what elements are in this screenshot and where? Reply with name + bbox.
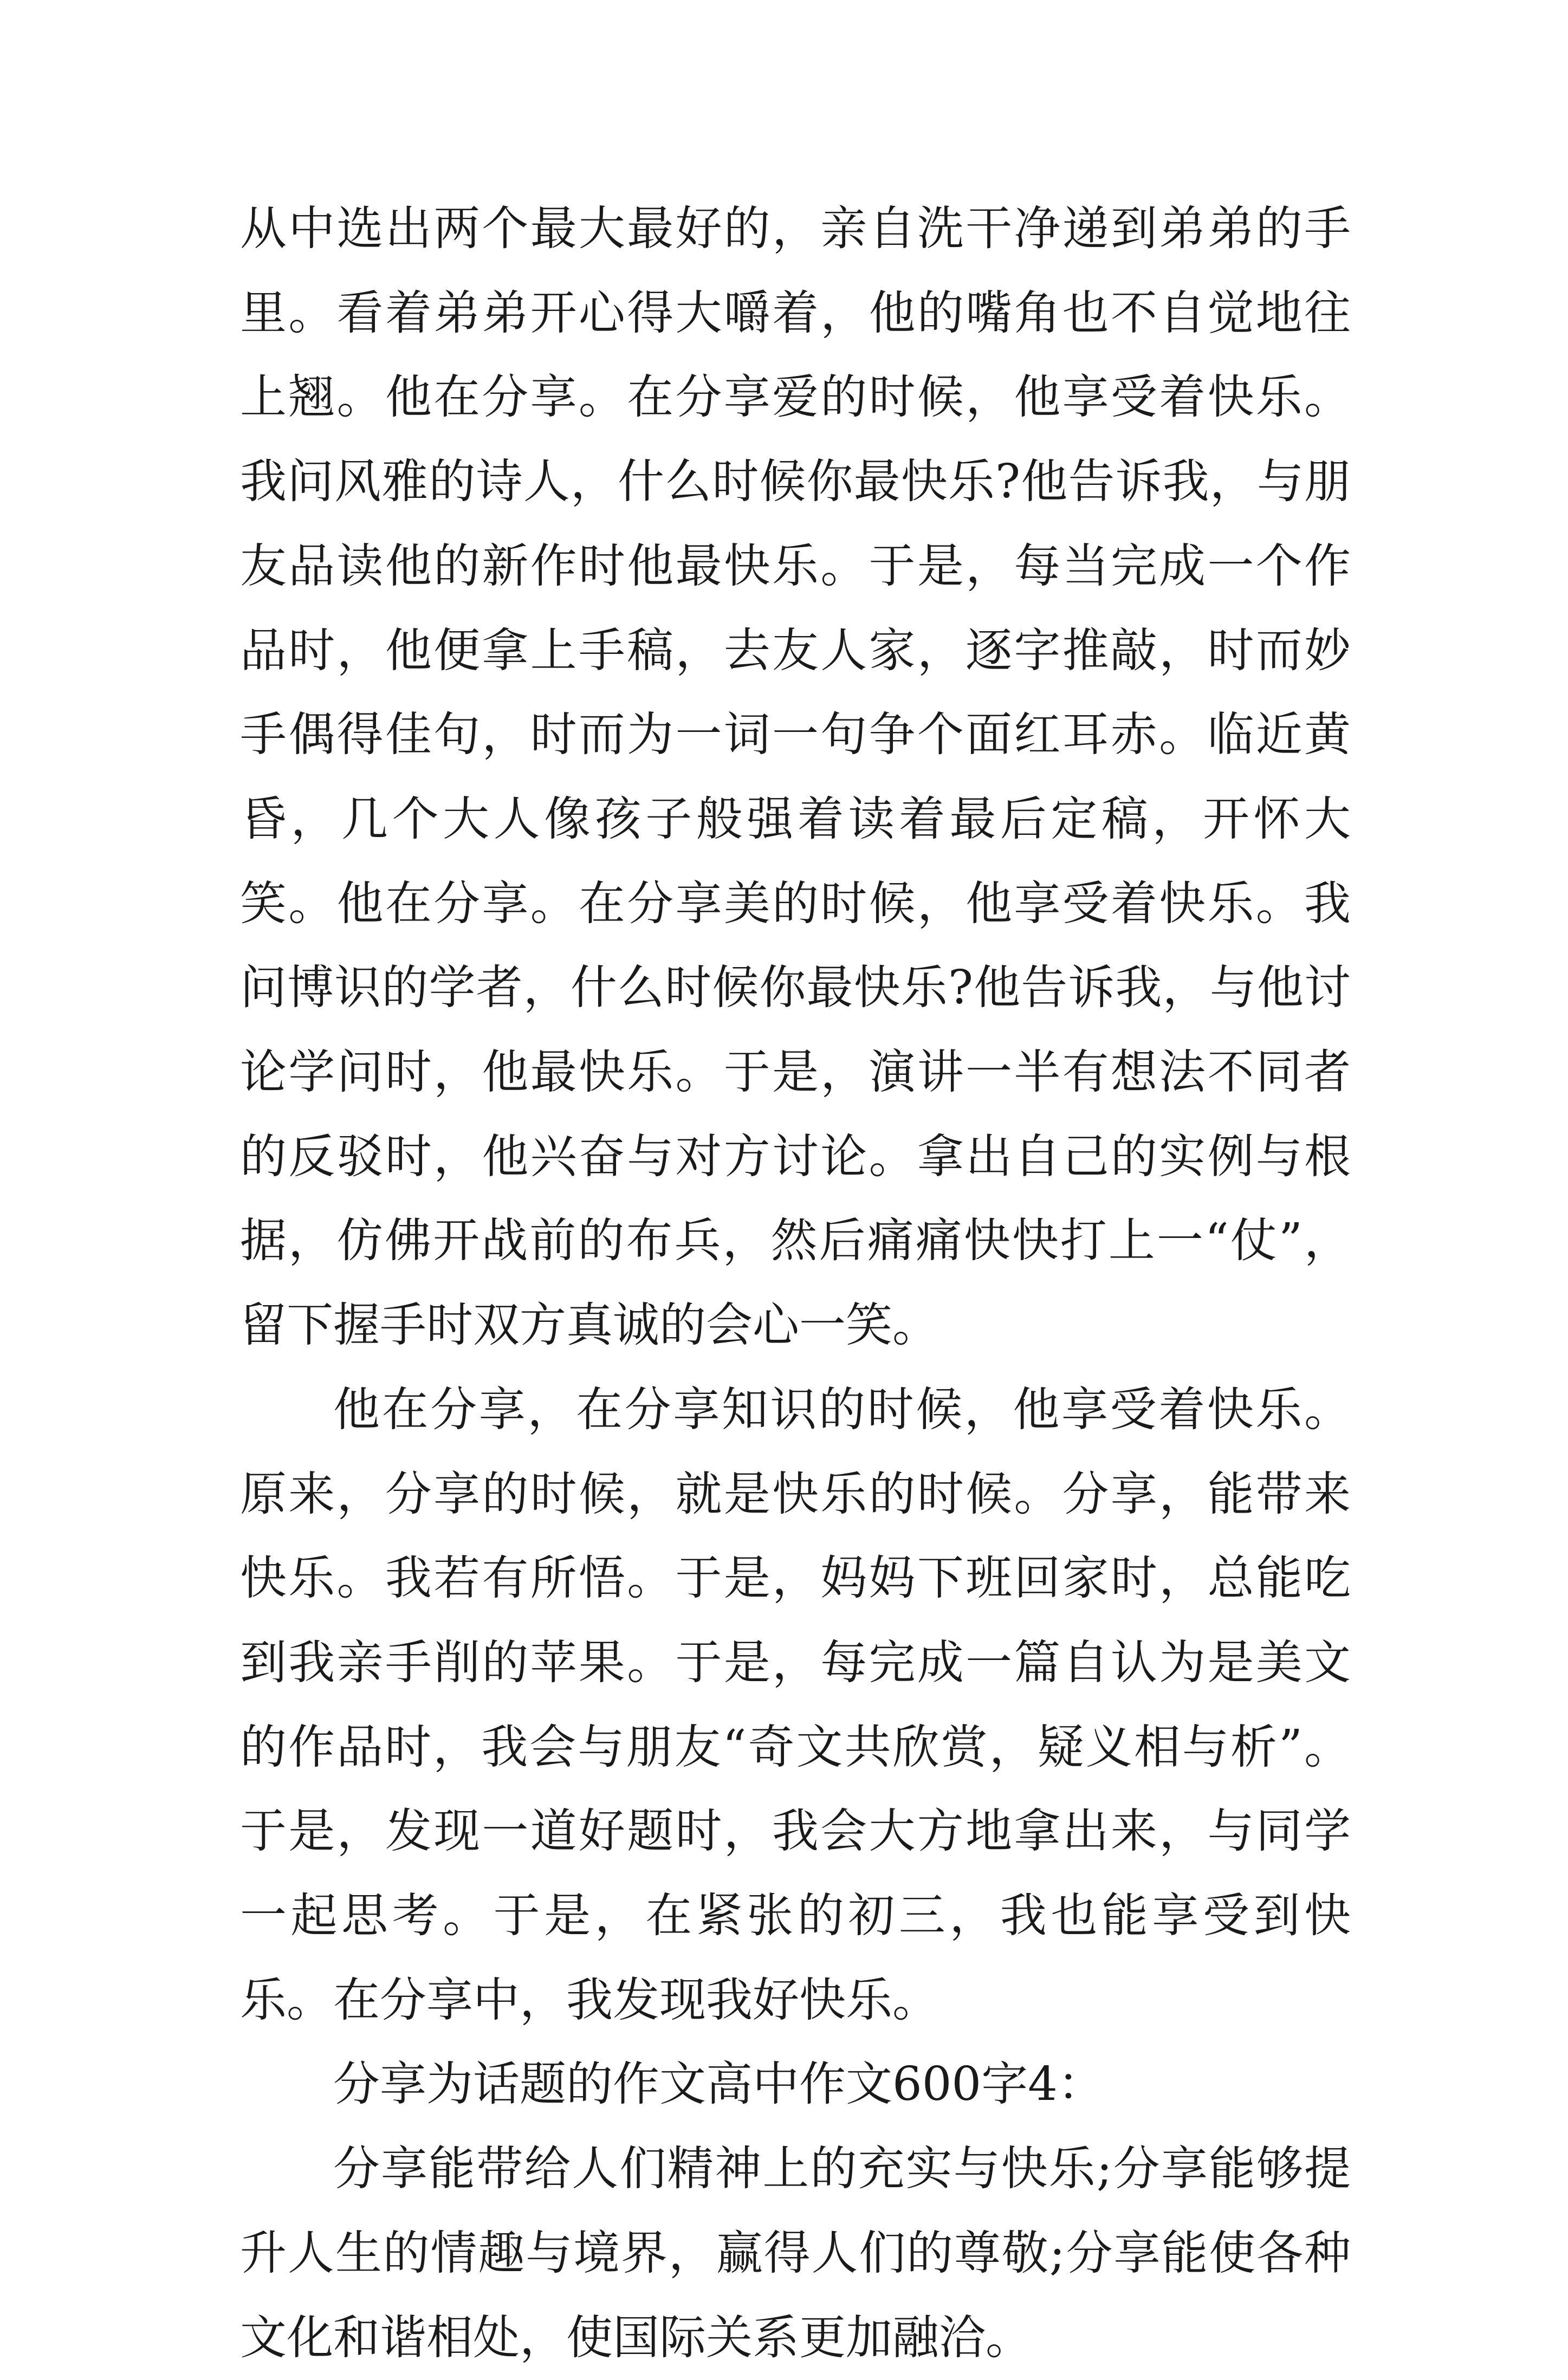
essay-heading: 分享为话题的作文高中作文600字4：: [333, 2057, 1104, 2112]
paragraph-2: 他在分享，在分享知识的时候，他享受着快乐。原来，分享的时候，就是快乐的时候。分享，能带来快乐。我若有所悟。于是，妈妈下班回家时，总能吃到我亲手削的苹果。于是，每完成一篇自认为是美文的作品时，我会与朋友“奇文共欣赏，疑义相与析”。于是，发现一道好题时，我会大方地拿出来，与同学一起思考。于是，在紧张的初三，我也能享受到快乐。在分享中，我发现我好快乐。: [240, 1382, 1351, 2027]
body-text: [240, 187, 1351, 2380]
paragraph-3: 分享能带给人们精神上的充实与快乐;分享能够提升人生的情趣与境界，赢得人们的尊敬;分享能使各种文化和谐相处，使国际关系更加融洽。: [240, 2142, 1351, 2365]
paragraph-1: 从中选出两个最大最好的，亲自洗干净递到弟弟的手里。看着弟弟开心得大嚼着，他的嘴角也不自觉地往上翘。他在分享。在分享爱的时候，他享受着快乐。我问风雅的诗人，什么时候你最快乐?他告诉我，与朋友品读他的新作时他最快乐。于是，每当完成一个作品时，他便拿上手稿，去友人家，逐字推敲，时而妙手偶得佳句，时而为一词一句争个面红耳赤。临近黄昏，几个大人像孩子般强着读着最后定稿，开怀大笑。他在分享。在分享美的时候，他享受着快乐。我问博识的学者，什么时候你最快乐?他告诉我，与他讨论学问时，他最快乐。于是，演讲一半有想法不同者的反驳时，他兴奋与对方讨论。拿出自己的实例与根据，仿佛开战前的布兵，然后痛痛快快打上一“仗”，留下握手时双方真诚的会心一笑。: [240, 202, 1351, 1353]
